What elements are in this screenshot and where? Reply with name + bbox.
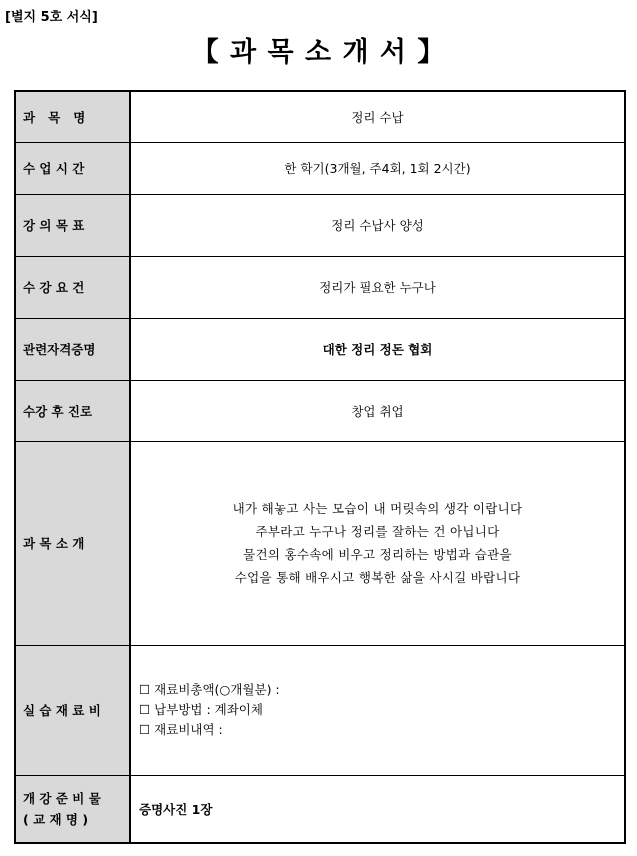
supplies-value: 증명사진 1장: [130, 775, 625, 843]
class-time-value: 한 학기(3개월, 주4회, 1회 2시간): [130, 142, 625, 194]
introduction-label: 과 목 소 개: [15, 441, 130, 645]
course-name-value: 정리 수납: [130, 91, 625, 142]
course-name-label: [15, 91, 130, 142]
row-requirements: [15, 256, 625, 318]
intro-line: 물건의 홍수속에 비우고 정리하는 방법과 습관을: [243, 547, 512, 562]
row-career: [15, 380, 625, 441]
course-introduction-form: [14, 90, 626, 844]
supplies-label-line: 개 강 준 비 물: [23, 790, 101, 806]
course-name-label-text: 과 목 명: [23, 109, 86, 125]
row-supplies: [15, 775, 625, 843]
material-fee-value: [130, 645, 625, 775]
objective-label: 강 의 목 표: [15, 194, 130, 256]
row-introduction: [15, 441, 625, 645]
row-class-time: [15, 142, 625, 194]
certificate-value: 대한 정리 정돈 협회: [130, 318, 625, 380]
intro-line: 내가 해놓고 사는 모습이 내 머릿속의 생각 이랍니다: [232, 501, 523, 516]
objective-value: 정리 수납사 양성: [130, 194, 625, 256]
requirements-value: 정리가 필요한 누구나: [130, 256, 625, 318]
introduction-value: [130, 441, 625, 645]
intro-line: 수업을 통해 배우시고 행복한 삶을 사시길 바랍니다: [234, 570, 521, 585]
page-title: 【 과 목 소 개 서 】: [191, 37, 446, 68]
requirements-label: 수 강 요 건: [15, 256, 130, 318]
row-material-fee: [15, 645, 625, 775]
material-total-checkbox-item: ☐ 재료비총액(○개월분) :: [139, 682, 280, 697]
certificate-label: 관련자격증명: [15, 318, 130, 380]
career-value: 창업 취업: [130, 380, 625, 441]
intro-line: 주부라고 누구나 정리를 잘하는 건 아닙니다: [255, 524, 500, 539]
row-course-name: [15, 91, 625, 142]
row-certificate: [15, 318, 625, 380]
material-details-checkbox-item: ☐ 재료비내역 :: [139, 722, 223, 737]
supplies-label: [15, 775, 130, 843]
career-label: 수강 후 진로: [15, 380, 130, 441]
payment-method-checkbox-item: ☐ 납부방법 : 계좌이체: [139, 702, 263, 717]
row-objective: [15, 194, 625, 256]
form-number-tag: [별지 5호 서식]: [5, 10, 98, 25]
material-fee-label: 실 습 재 료 비: [15, 645, 130, 775]
supplies-label-line: ( 교 재 명 ): [23, 811, 89, 827]
class-time-label: 수 업 시 간: [15, 142, 130, 194]
